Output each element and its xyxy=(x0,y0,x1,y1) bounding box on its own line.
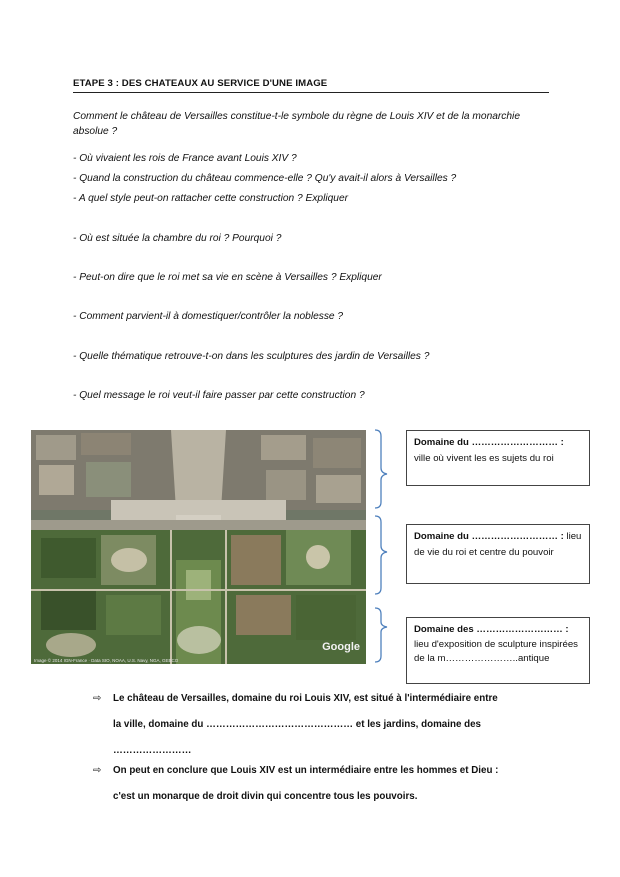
label-box-body: lieu d'exposition de sculpture inspirées de la m…………………..antique xyxy=(414,639,578,664)
intro-question: Comment le château de Versailles constitue-t-le symbole du règne de Louis XIV et de la monarchie absolue ? xyxy=(73,111,520,137)
question-item: - Peut-on dire que le roi met sa vie en scène à Versailles ? Expliquer xyxy=(73,272,382,283)
label-box-heading: Domaine du ……………………… : xyxy=(414,437,564,448)
conclusion-1 xyxy=(93,686,498,764)
right-arrow-outline-icon: ⇨ xyxy=(93,765,102,776)
question-item: - Quand la construction du château commence-elle ? Qu'y avait-il alors à Versailles ? xyxy=(73,173,457,184)
label-box-chateau xyxy=(406,524,590,584)
label-box-heading: Domaine des ……………………… : xyxy=(414,624,569,635)
question-item: - Où est située la chambre du roi ? Pourquoi ? xyxy=(73,233,282,244)
bracket-gardens xyxy=(375,608,387,662)
question-item: - Quel message le roi veut-il faire passer par cette construction ? xyxy=(73,390,365,401)
conclusion-2-line-2: c'est un monarque de droit divin qui concentre tous les pouvoirs. xyxy=(113,791,418,802)
question-item: - A quel style peut-on rattacher cette construction ? Expliquer xyxy=(73,193,349,204)
section-title: ETAPE 3 : DES CHATEAUX AU SERVICE D'UNE IMAGE xyxy=(73,78,549,93)
label-box-body: ville où vivent les es sujets du roi xyxy=(414,453,554,464)
right-arrow-outline-icon: ⇨ xyxy=(93,693,102,704)
question-item: - Où vivaient les rois de France avant Louis XIV ? xyxy=(73,153,297,164)
conclusion-2-line-1: On peut en conclure que Louis XIV est un intermédiaire entre les hommes et Dieu : xyxy=(113,765,499,776)
conclusion-1-line-3: …………………… xyxy=(113,745,192,756)
photo-credit: Image © 2014 IGN-France · Data SIO, NOAA, U.S. Navy, NGA, GEBCO xyxy=(34,658,179,663)
bracket-town xyxy=(375,430,387,508)
question-item: - Comment parvient-il à domestiquer/contrôler la noblesse ? xyxy=(73,311,344,322)
google-watermark: Google xyxy=(322,641,360,653)
label-box-body: lieu de vie du roi et centre du pouvoir xyxy=(414,531,582,558)
bracket-chateau xyxy=(375,516,387,594)
label-box-gardens xyxy=(406,617,590,684)
bracket-connectors xyxy=(372,428,392,668)
label-box-heading: Domaine du ……………………… : xyxy=(414,531,564,542)
aerial-photo-versailles xyxy=(31,430,366,664)
conclusion-1-line-1: Le château de Versailles, domaine du roi Louis XIV, est situé à l'intermédiaire entre xyxy=(113,693,498,704)
label-box-town xyxy=(406,430,590,486)
conclusion-2 xyxy=(93,758,498,810)
conclusion-1-line-2: la ville, domaine du ……………………………………… et les jardins, domaine des xyxy=(113,719,481,730)
question-item: - Quelle thématique retrouve-t-on dans les sculptures des jardin de Versailles ? xyxy=(73,351,430,362)
